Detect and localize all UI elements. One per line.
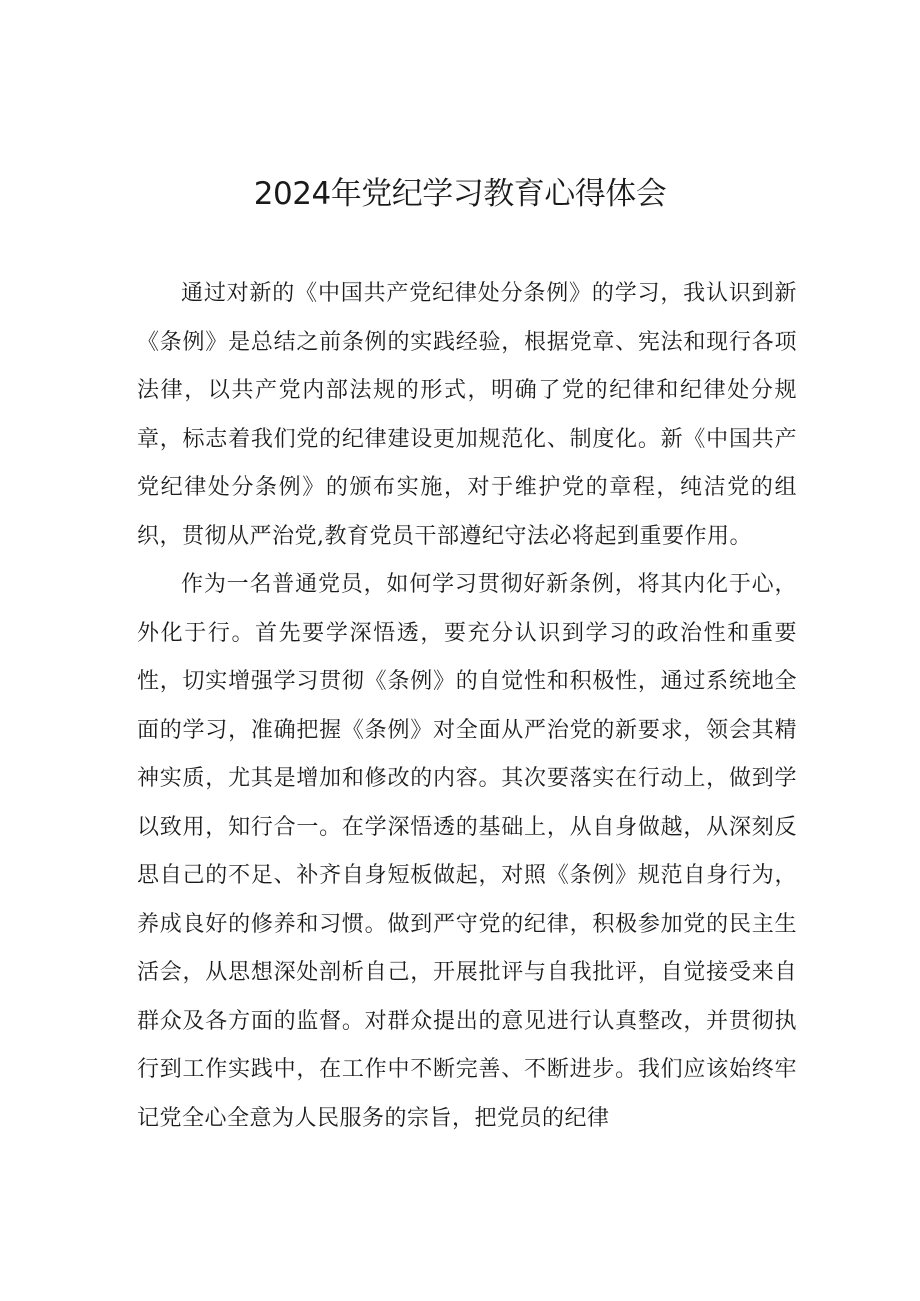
document-body bbox=[137, 270, 797, 1143]
paragraph-1: 通过对新的《中国共产党纪律处分条例》的学习，我认识到新《条例》是总结之前条例的实践经验，根据党章、宪法和现行各项法律，以共产党内部法规的形式，明确了党的纪律和纪律处分规章，标志着我们党的纪律建设更加规范化、制度化。新《中国共产党纪律处分条例》的颁布实施，对于维护党的章程，纯洁党的组织，贯彻从严治党,教育党员干部遵纪守法必将起到重要作用。 bbox=[137, 281, 797, 549]
document-title: 2024年党纪学习教育心得体会 bbox=[253, 176, 667, 212]
paragraph-2: 作为一名普通党员，如何学习贯彻好新条例，将其内化于心，外化于行。首先要学深悟透，要充分认识到学习的政治性和重要性，切实增强学习贯彻《条例》的自觉性和积极性，通过系统地全面的学习，准确把握《条例》对全面从严治党的新要求，领会其精神实质，尤其是增加和修改的内容。其次要落实在行动上，做到学以致用，知行合一。在学深悟透的基础上，从自身做越，从深刻反思自己的不足、补齐自身短板做起，对照《条例》规范自身行为，养成良好的修养和习惯。做到严守党的纪律，积极参加党的民主生活会，从思想深处剖析自己，开展批评与自我批评，自觉接受来自群众及各方面的监督。对群众提出的意见进行认真整改，并贯彻执行到工作实践中，在工作中不断完善、不断进步。我们应该始终牢记党全心全意为人民服务的宗旨，把党员的纪律 bbox=[137, 572, 797, 1131]
